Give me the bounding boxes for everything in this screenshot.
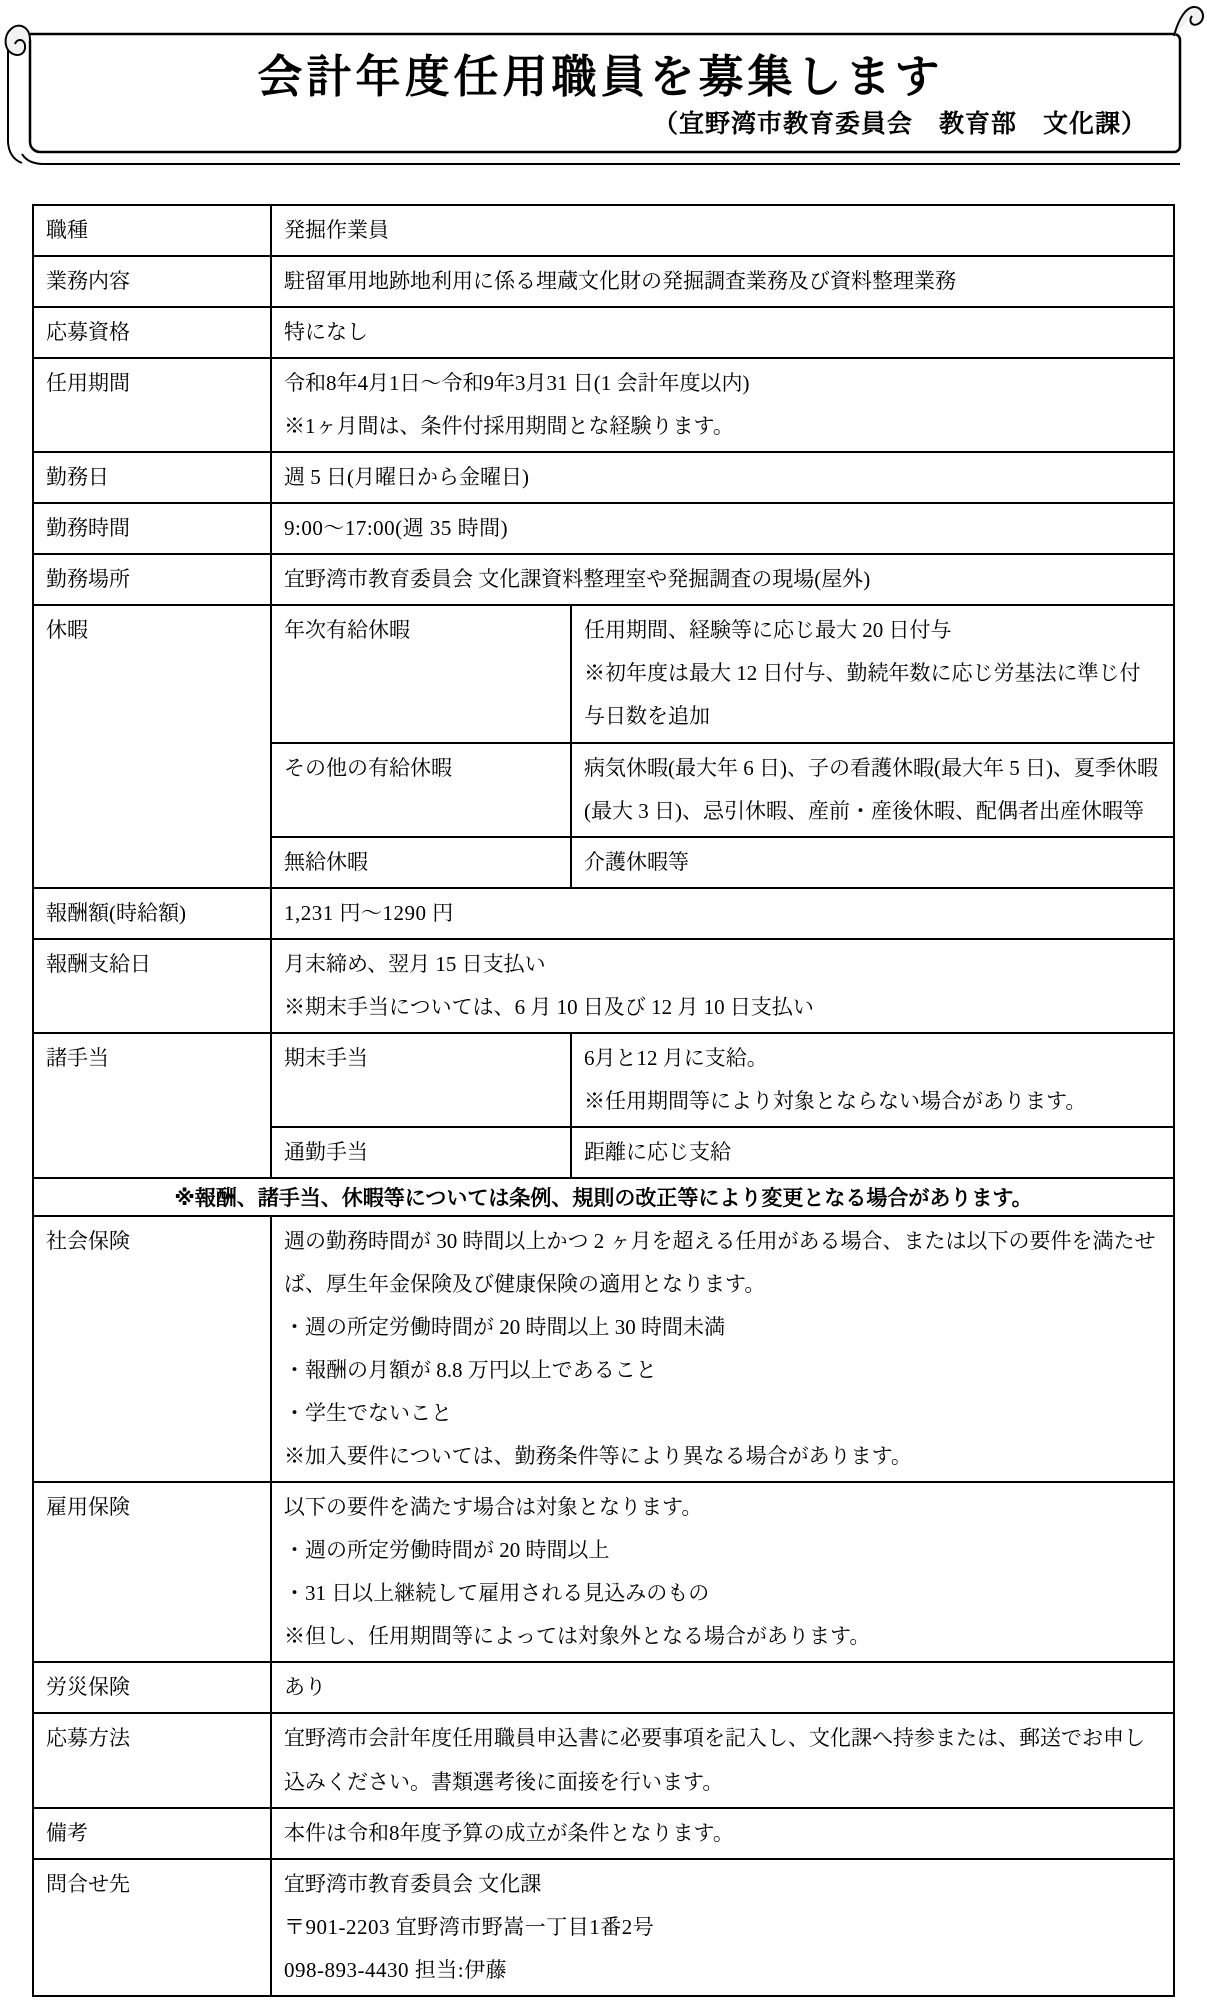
value-text: 駐留軍用地跡地利用に係る埋蔵文化財の発掘調査業務及び資料整理業務: [284, 269, 956, 294]
row-label: [33, 452, 271, 503]
row-label: [33, 1662, 271, 1713]
row-value: [571, 743, 1174, 837]
sub-label: [271, 605, 571, 742]
row-label: [33, 939, 271, 1033]
table-row: [33, 307, 1174, 358]
row-label: [33, 554, 271, 605]
value-line: ※期末手当については、6 月 10 日及び 12 月 10 日支払い: [284, 994, 814, 1019]
value-text: 週 5 日(月曜日から金曜日): [284, 465, 529, 490]
table-row: [33, 452, 1174, 503]
recruitment-table: [32, 204, 1175, 1997]
scroll-paper-edge: [22, 154, 1180, 164]
row-value: [571, 605, 1174, 742]
table-row: [33, 888, 1174, 939]
table-row: [33, 605, 1174, 742]
row-value: [271, 205, 1174, 256]
sub-label: [271, 837, 571, 888]
sub-label-text: 無給休暇: [284, 849, 368, 874]
row-label: [33, 1859, 271, 1996]
row-value: [271, 888, 1174, 939]
value-line: 介護休暇等: [584, 849, 689, 874]
scroll-curl-right-icon: [1174, 7, 1203, 36]
label-text: 応募資格: [46, 320, 130, 345]
value-text: 1,231 円～1290 円: [284, 900, 454, 925]
label-text: 社会保険: [46, 1228, 130, 1253]
row-label: [33, 1216, 271, 1482]
scroll-left-roll: [8, 46, 22, 163]
row-value: [271, 1216, 1174, 1482]
table-row: [33, 1859, 1174, 1996]
label-text: 労災保険: [46, 1675, 130, 1700]
row-value: [271, 1808, 1174, 1859]
row-label: [33, 888, 271, 939]
row-label: [33, 1482, 271, 1662]
table-row: [33, 358, 1174, 452]
label-text: 報酬支給日: [46, 951, 151, 976]
table-row: [33, 1662, 1174, 1713]
value-line: ※但し、任用期間等によっては対象外となる場合があります。: [284, 1624, 871, 1649]
value-text: あり: [284, 1675, 326, 1700]
value-line: 宜野湾市教育委員会 文化課: [284, 1871, 542, 1896]
table-row: [33, 205, 1174, 256]
row-value: [271, 307, 1174, 358]
sub-label: [271, 743, 571, 837]
label-text: 問合せ先: [46, 1871, 130, 1896]
value-line: 令和8年4月1日～令和9年3月31 日(1 会計年度以内): [284, 371, 750, 396]
label-text: 応募方法: [46, 1726, 130, 1751]
page-subtitle: （宜野湾市教育委員会 教育部 文化課）: [652, 110, 1147, 138]
row-value: [571, 1127, 1174, 1178]
sub-label-text: 年次有給休暇: [284, 618, 410, 643]
row-value: [571, 837, 1174, 888]
value-line: 宜野湾市会計年度任用職員申込書に必要事項を記入し、文化課へ持参または、郵送でお申し込みください。書類選考後に面接を行います。: [284, 1726, 1145, 1794]
label-text: 休暇: [46, 618, 88, 643]
value-line: ※任用期間等により対象とならない場合があります。: [584, 1088, 1087, 1113]
row-value: [271, 939, 1174, 1033]
row-label: [33, 1808, 271, 1859]
value-line: ※加入要件については、勤務条件等により異なる場合があります。: [284, 1444, 912, 1469]
value-line: ※初年度は最大 12 日付与、勤続年数に応じ労基法に準じ付与日数を追加: [584, 661, 1141, 729]
value-line: ※1ヶ月間は、条件付採用期間とな経験ります。: [284, 414, 734, 439]
label-text: 報酬額(時給額): [46, 900, 186, 925]
row-value: [271, 358, 1174, 452]
table-row: [33, 939, 1174, 1033]
value-line: ・週の所定労働時間が 20 時間以上 30 時間未満: [284, 1315, 725, 1340]
value-line: 任用期間、経験等に応じ最大 20 日付与: [584, 618, 952, 643]
value-line: ・学生でないこと: [284, 1401, 452, 1426]
row-label: [33, 205, 271, 256]
label-text: 勤務日: [46, 465, 109, 490]
table-row: [33, 1713, 1174, 1807]
value-line: ・31 日以上継続して雇用される見込みのもの: [284, 1581, 710, 1606]
row-label: [33, 256, 271, 307]
row-label: [33, 1033, 271, 1178]
sub-label: [271, 1127, 571, 1178]
row-label: [33, 1713, 271, 1807]
row-label: [33, 605, 271, 887]
value-line: 6月と12 月に支給。: [584, 1045, 768, 1070]
row-label: [33, 307, 271, 358]
row-value: [271, 1662, 1174, 1713]
row-label: [33, 503, 271, 554]
label-text: 任用期間: [46, 371, 130, 396]
value-line: 以下の要件を満たす場合は対象となります。: [284, 1495, 703, 1520]
sub-label-text: 通勤手当: [284, 1139, 368, 1164]
table-row-note: [33, 1178, 1174, 1216]
value-text: 特になし: [284, 320, 368, 345]
table-row: [33, 1033, 1174, 1127]
scroll-banner: [0, 0, 1207, 178]
row-value: [271, 554, 1174, 605]
page-title: 会計年度任用職員を募集します: [257, 51, 944, 102]
sub-label-text: 期末手当: [284, 1045, 368, 1070]
row-label: [33, 358, 271, 452]
value-text: 9:00～17:00(週 35 時間): [284, 516, 509, 541]
label-text: 職種: [46, 218, 88, 242]
table-row: [33, 1216, 1174, 1482]
label-text: 勤務時間: [46, 516, 130, 541]
row-value: [271, 1482, 1174, 1662]
scroll-curl-left-icon: [6, 26, 30, 55]
value-text: 宜野湾市教育委員会 文化課資料整理室や発掘調査の現場(屋外): [284, 567, 871, 592]
value-line: 距離に応じ支給: [584, 1139, 731, 1164]
sub-label-text: その他の有給休暇: [284, 755, 452, 780]
label-text: 業務内容: [46, 269, 130, 294]
row-value: [571, 1033, 1174, 1127]
value-text: 発掘作業員: [284, 218, 389, 242]
row-value: [271, 503, 1174, 554]
row-value: [271, 256, 1174, 307]
row-value: [271, 1713, 1174, 1807]
change-notice: [33, 1178, 1174, 1216]
change-notice-text: ※報酬、諸手当、休暇等については条例、規則の改正等により変更となる場合があります。: [174, 1186, 1033, 1210]
value-line: 〒901-2203 宜野湾市野嵩一丁目1番2号: [284, 1914, 655, 1939]
value-line: ・報酬の月額が 8.8 万円以上であること: [284, 1358, 657, 1383]
label-text: 諸手当: [46, 1045, 109, 1070]
table-row: [33, 1482, 1174, 1662]
value-line: 週の勤務時間が 30 時間以上かつ 2 ヶ月を超える任用がある場合、または以下の要件を満たせば、厚生年金保険及び健康保険の適用となります。: [284, 1228, 1156, 1296]
table-row: [33, 503, 1174, 554]
value-line: 098-893-4430 担当:伊藤: [284, 1957, 508, 1982]
row-value: [271, 1859, 1174, 1996]
value-line: ・週の所定労働時間が 20 時間以上: [284, 1538, 610, 1563]
table-row: [33, 1808, 1174, 1859]
table-row: [33, 256, 1174, 307]
label-text: 勤務場所: [46, 567, 130, 592]
value-line: 月末締め、翌月 15 日支払い: [284, 951, 546, 976]
label-text: 雇用保険: [46, 1495, 130, 1520]
label-text: 備考: [46, 1820, 88, 1845]
sub-label: [271, 1033, 571, 1127]
row-value: [271, 452, 1174, 503]
value-line: 病気休暇(最大年 6 日)、子の看護休暇(最大年 5 日)、夏季休暇(最大 3 日)、忌引休暇、産前・産後休暇、配偶者出産休暇等: [584, 755, 1158, 823]
table-row: [33, 554, 1174, 605]
value-text: 本件は令和8年度予算の成立が条件となります。: [284, 1820, 734, 1845]
